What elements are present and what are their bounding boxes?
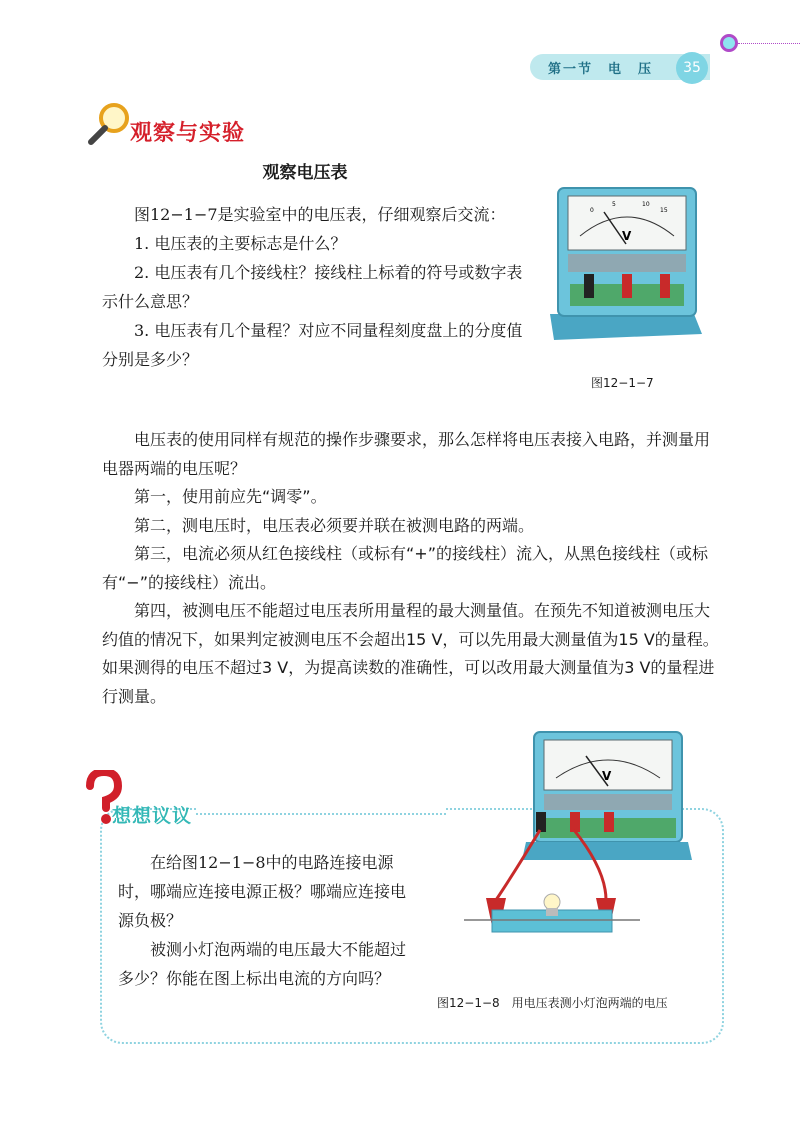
question-3: 3. 电压表有几个量程？对应不同量程刻度盘上的分度值分别是多少？ — [102, 321, 523, 369]
scale-label: 15 — [660, 207, 668, 214]
meter-letter: V — [602, 769, 612, 783]
think-heading-rule — [196, 813, 446, 815]
paragraph: 第三，电流必须从红色接线柱（或标有“+”的接线柱）流入，从黑色接线柱（或标有“−”的接线柱）流出。 — [102, 544, 708, 592]
paragraph: 电压表的使用同样有规范的操作步骤要求，那么怎样将电压表接入电路，并测量用电器两端的电压呢？ — [102, 430, 711, 478]
header-decor-ring — [720, 34, 738, 52]
section-heading: 观察与实验 — [130, 121, 246, 146]
question-2: 2. 电压表有几个接线柱？接线柱上标着的符号或数字表示什么意思？ — [102, 263, 523, 311]
scale-label: 10 — [642, 201, 650, 208]
think-text — [118, 848, 408, 993]
voltmeter-figure — [544, 184, 704, 354]
think-paragraph: 在给图12−1−8中的电路连接电源时，哪端应连接电源正极？哪端应连接电源负极？ — [118, 853, 407, 930]
paragraph: 第一，使用前应先“调零”。 — [134, 487, 327, 506]
subtitle: 观察电压表 — [262, 163, 348, 183]
scale-label: 0 — [590, 207, 594, 214]
figure-caption: 图12−1−7 — [591, 376, 654, 390]
header-decor-line — [738, 43, 800, 44]
figure-caption: 图12−1−8 用电压表测小灯泡两端的电压 — [437, 996, 668, 1010]
think-box-gap — [196, 800, 446, 814]
magnifier-icon — [86, 100, 132, 146]
scale-label: 5 — [612, 201, 616, 208]
circuit-figure — [456, 730, 696, 960]
page-number: 35 — [676, 52, 708, 84]
intro-paragraph: 图12−1−7是实验室中的电压表，仔细观察后交流： — [134, 205, 506, 224]
intro-text — [102, 200, 530, 374]
think-heading: 想想议议 — [112, 805, 193, 827]
meter-letter: V — [622, 229, 632, 243]
paragraph: 第二，测电压时，电压表必须要并联在被测电路的两端。 — [134, 515, 535, 535]
main-body — [102, 426, 722, 711]
section-label: 第一节 电 压 — [548, 62, 654, 77]
question-1: 1. 电压表的主要标志是什么？ — [134, 234, 347, 253]
paragraph: 第四，被测电压不能超过电压表所用量程的最大测量值。在预先不知道被测电压大约值的情况下，如果判定被测电压不会超出15 V，可以先用最大测量值为15 V的量程。如果测得的电压不超过3 V，为提高读数的准确性，可以改用最大测量值为3 V的量程进行测量。 — [102, 601, 719, 706]
think-paragraph: 被测小灯泡两端的电压最大不能超过多少？你能在图上标出电流的方向吗？ — [118, 940, 407, 988]
